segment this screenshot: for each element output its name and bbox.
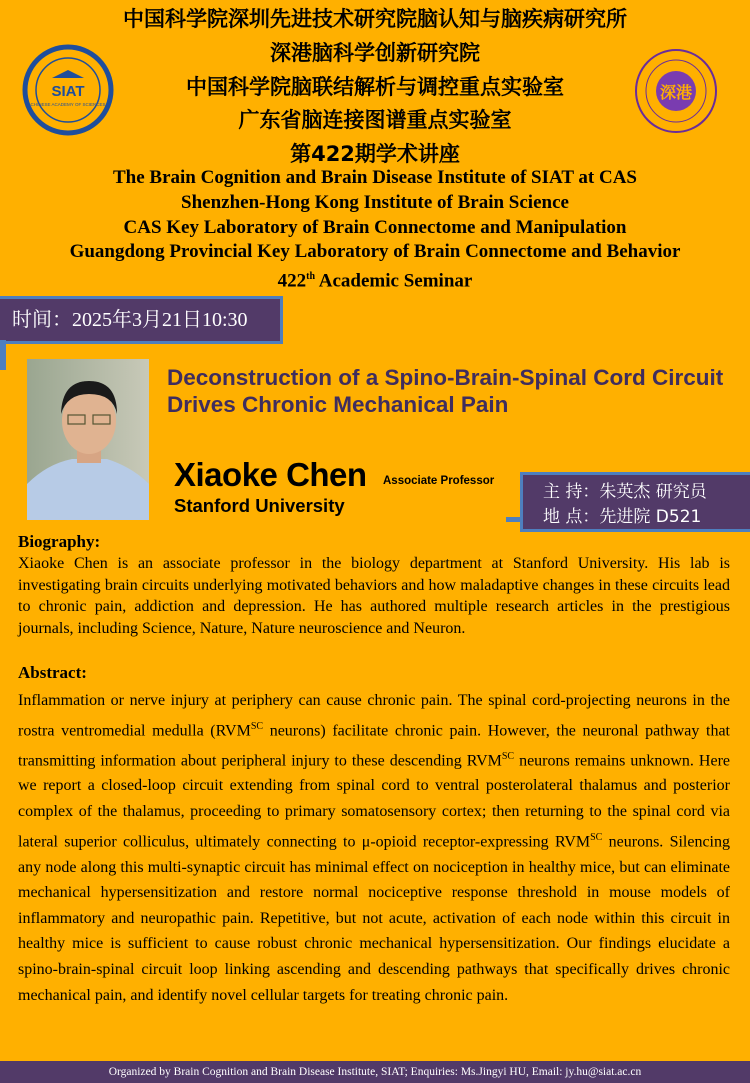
speaker-rank: Associate Professor <box>383 475 495 487</box>
header-cn-line-3: 中国科学院脑联结解析与调控重点实验室 <box>186 75 564 99</box>
biography-heading: Biography: <box>18 532 101 551</box>
host-box-accent <box>506 517 523 522</box>
header-en-line-1: The Brain Cognition and Brain Disease Institute of SIAT at CAS <box>113 167 637 188</box>
shenzhen-hongkong-brain-institute-logo <box>634 48 718 134</box>
header-cn-line-5: 第422期学术讲座 <box>290 142 460 166</box>
venue-line: 地 点：先进院 D521 <box>543 507 702 527</box>
biography-text: Xiaoke Chen is an associate professor in the biology department at Stanford University. His lab is investigating brain circuits underlying motivated behaviors and how maladaptive changes in these circuits lead to chronic pain, addiction and depression. He has authored multiple research articles in the prestigious journals, including Science, Nature, Nature neuroscience and Neuron. <box>18 555 730 637</box>
talk-title: Deconstruction of a Spino-Brain-Spinal Cord Circuit Drives Chronic Mechanical Pain <box>167 365 724 417</box>
host-venue-box <box>520 472 750 532</box>
header-cn-line-2: 深港脑科学创新研究院 <box>270 41 480 65</box>
abstract-heading: Abstract: <box>18 663 87 682</box>
host-line: 主 持：朱英杰 研究员 <box>543 482 707 502</box>
time-box-accent <box>0 340 6 370</box>
header-cn-line-1: 中国科学院深圳先进技术研究院脑认知与脑疾病研究所 <box>123 7 627 31</box>
seminar-line: 422th Academic Seminar <box>277 270 473 292</box>
svg-text:深港: 深港 <box>659 83 693 102</box>
header-en-line-2: Shenzhen-Hong Kong Institute of Brain Science <box>181 192 569 213</box>
siat-logo <box>22 44 114 136</box>
header-en-line-3: CAS Key Laboratory of Brain Connectome and Manipulation <box>123 217 627 238</box>
header-en-line-4: Guangdong Provincial Key Laboratory of Brain Connectome and Behavior <box>69 241 681 262</box>
time-box: 时间：2025年3月21日10:30 <box>0 296 283 344</box>
header-cn-line-4: 广东省脑连接图谱重点实验室 <box>238 108 512 132</box>
speaker-name: Xiaoke Chen <box>174 456 367 493</box>
svg-text:SIAT: SIAT <box>51 83 85 100</box>
speaker-photo <box>27 359 149 520</box>
speaker-affiliation: Stanford University <box>174 495 345 516</box>
svg-text:CHINESE ACADEMY OF SCIENCES: CHINESE ACADEMY OF SCIENCES <box>30 102 106 107</box>
footer: Organized by Brain Cognition and Brain Disease Institute, SIAT; Enquiries: Ms.Jingyi HU, Email: jy.hu@siat.ac.cn <box>0 1061 750 1083</box>
abstract-text: Inflammation or nerve injury at periphery can cause chronic pain. The spinal cord-projecting neurons in the rostra ventromedial medulla ($RVM^{SC}$ neurons) facilitate chronic pain. However, the neuronal pathway that transmitting information about peripheral injury to these descending $RVM^{SC}$ neurons remains unknown. Here we report a closed-loop circuit extending from spinal cord to ventral posterolateral thalamus and posterior complex of the thalamus, proceeding to primary somatosensory cortex; then returning to the spinal cord via lateral superior colliculus, ultimately connecting to μ-opioid receptor-expressing $RVM^{SC}$ neurons. Silencing any node along this multi-synaptic circuit has minimal effect on nociception in healthy mice, but can eliminate mechanical hypersensitization and restore normal nociceptive response threshold in mouse models of inflammatory and neuropathic pain. Repetitive, but not acute, activation of each node within this circuit in healthy mice is sufficient to cause robust chronic mechanical hypersensitization. Our findings elucidate a spino-brain-spinal circuit loop linking ascending and descending pathways that specifically drives chronic mechanical pain, and identify novel cellular targets for treating chronic pain. <box>18 692 730 1004</box>
